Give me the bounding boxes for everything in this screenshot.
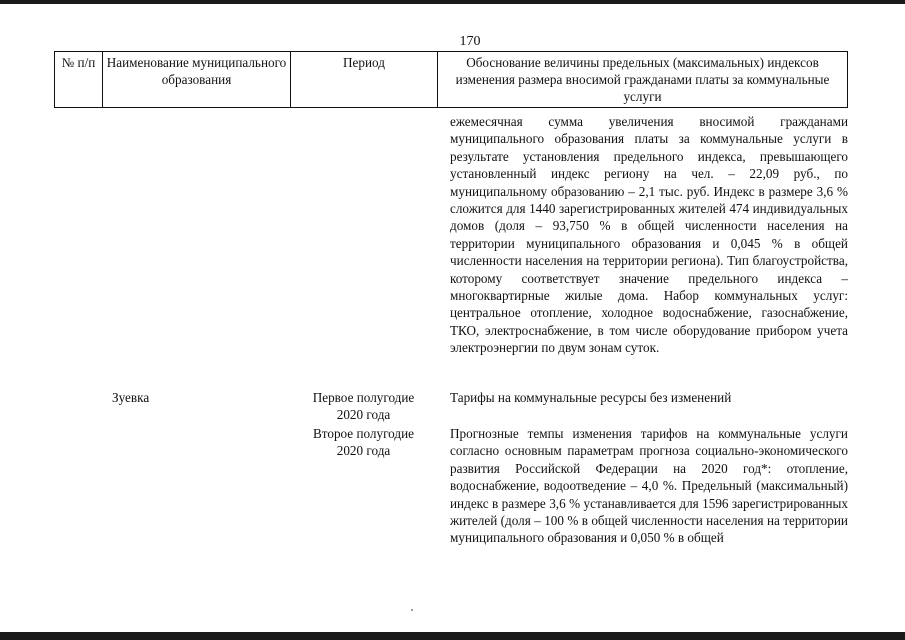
table-header-row bbox=[55, 52, 848, 108]
column-header-justification: Обоснование величины предельных (максимальных) индексов изменения размера вносимой гражданами платы за коммунальные услуги bbox=[438, 52, 848, 108]
period-second-half: Второе полугодие 2020 года bbox=[312, 426, 415, 459]
table-header bbox=[54, 51, 848, 108]
scan-speck bbox=[411, 609, 413, 611]
column-header-period: Период bbox=[291, 52, 438, 108]
municipality-name: Зуевка bbox=[112, 390, 150, 405]
scan-bottom-border bbox=[0, 632, 905, 640]
column-header-municipality: Наименование муниципального образования bbox=[103, 52, 291, 108]
justification-second-half: Прогнозные темпы изменения тарифов на коммунальные услуги согласно основным параметрам прогноза социально-экономического развития Российской Федерации на 2020 год*: отопление, водоснабжение, водоотведение – 4,0 %. Предельный (максимальный) индекс в размере 3,6 % устанавливается для 1596 зарегистрированных жителей (доля – 100 % в общей численности населения на территории муниципального образования и 0,050 % в общей bbox=[450, 426, 848, 546]
period-first-half: Первое полугодие 2020 года bbox=[312, 390, 415, 423]
column-header-number: № п/п bbox=[55, 52, 103, 108]
justification-first-half: Тарифы на коммунальные ресурсы без изменений bbox=[450, 390, 732, 405]
scan-top-border bbox=[0, 0, 905, 4]
page-number: 170 bbox=[459, 34, 481, 49]
continuation-paragraph: ежемесячная сумма увеличения вносимой гражданами муниципального образования платы за коммунальные услуги в результате установления предельного индекса, превышающего установленный индекс региону на чел. – 22,09 руб., по муниципальному образованию – 2,1 тыс. руб. Индекс в размере 3,6 % сложится для 1440 зарегистрированных жителей 474 индивидуальных домов (доля – 93,750 % в общей численности населения на территории муниципального образования и 0,045 % в общей численности населения на территории региона). Тип благоустройства, которому соответствует значение предельного индекса – многоквартирные жилые дома. Набор коммунальных услуг: центральное отопление, холодное водоснабжение, газоснабжение, ТКО, электроснабжение, в том числе оборудование прибором учета электроэнергии по двум зонам суток. bbox=[450, 114, 848, 356]
